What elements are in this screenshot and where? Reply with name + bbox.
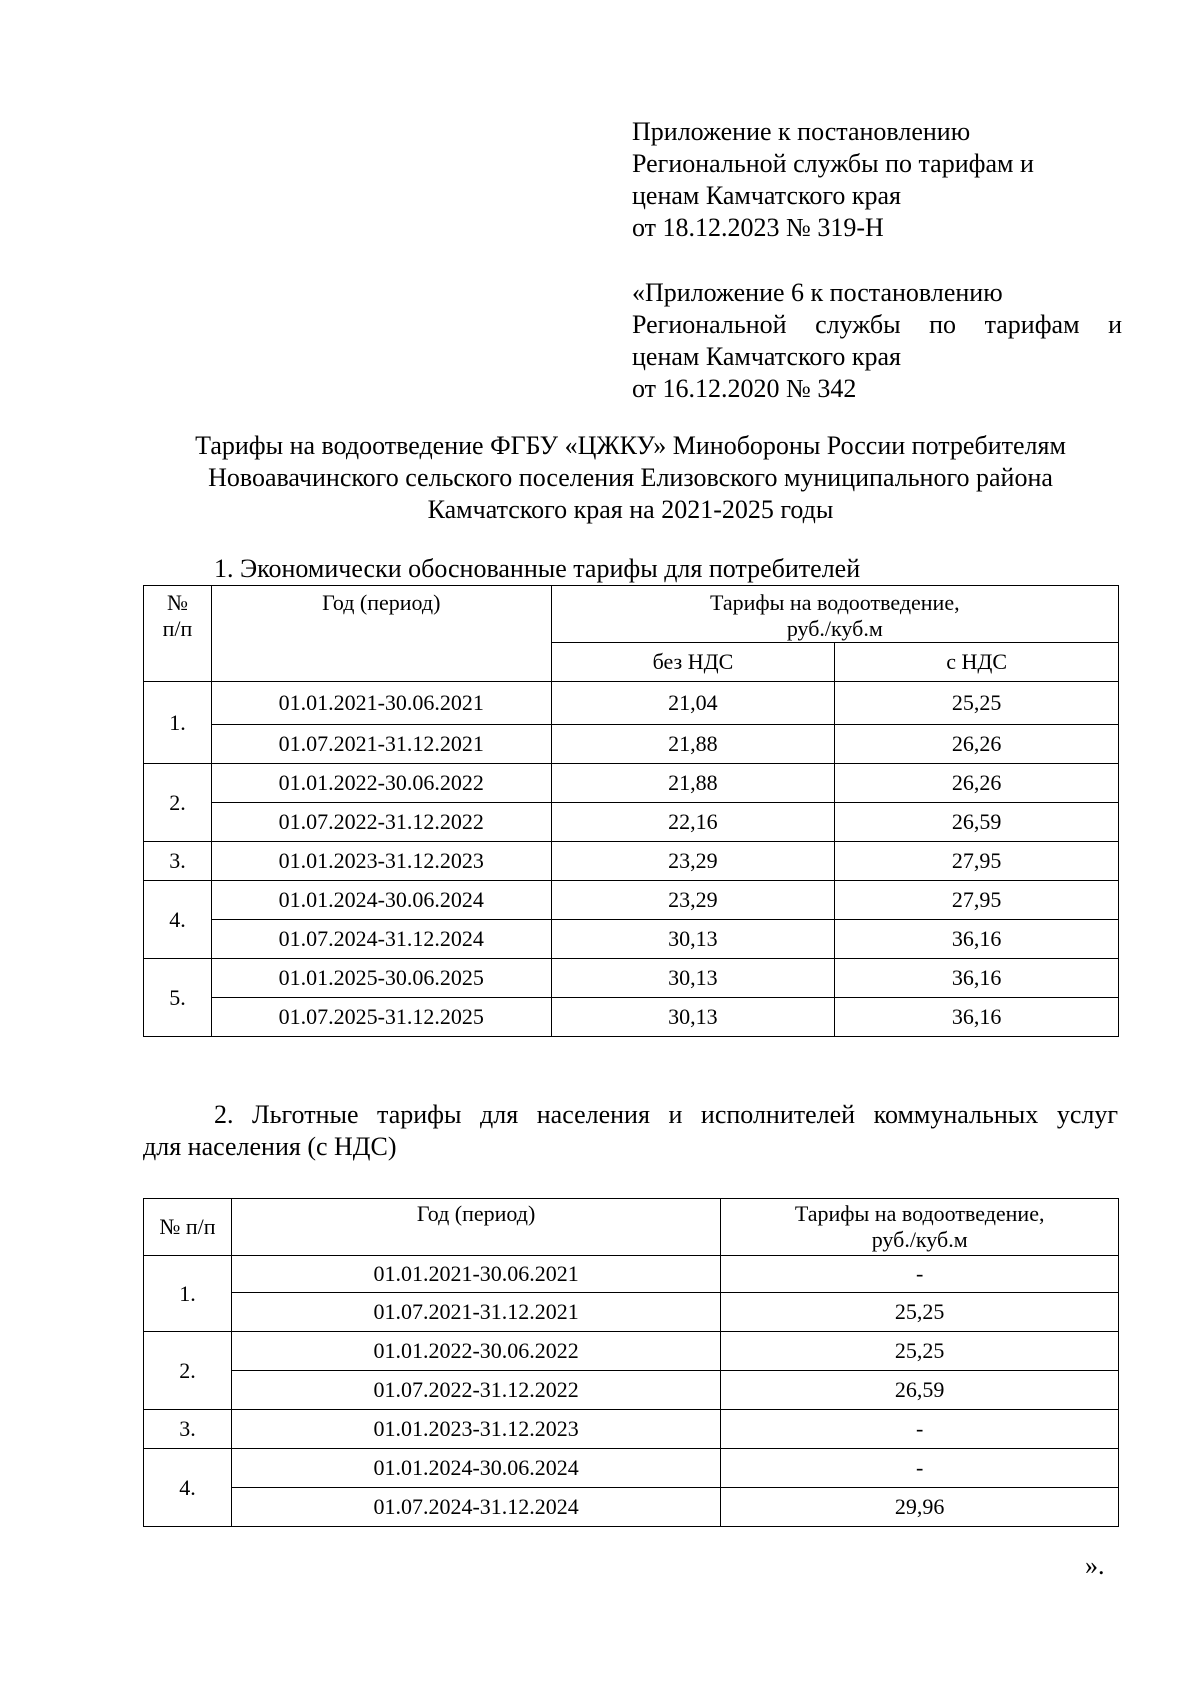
tariff-no-vat-cell: 30,13	[551, 959, 835, 998]
row-number: 1.	[144, 1256, 232, 1332]
tariff-no-vat-cell: 22,16	[551, 803, 835, 842]
appendix-original-header	[632, 277, 1122, 405]
period-cell: 01.01.2024-30.06.2024	[211, 881, 551, 920]
closing-quote: ».	[1085, 1551, 1105, 1580]
period-cell: 01.01.2023-31.12.2023	[231, 1410, 720, 1449]
table-row	[144, 998, 1119, 1037]
table-row	[144, 1371, 1119, 1410]
tariff-with-vat-cell: 36,16	[835, 959, 1119, 998]
appendix-original-line: Региональной службы по тарифам и	[632, 310, 1122, 339]
title-line: Новоавачинского сельского поселения Елизовского муниципального района	[208, 463, 1053, 492]
tariff-value-cell: -	[721, 1410, 1119, 1449]
tariff-value-cell: -	[721, 1449, 1119, 1488]
tariff-no-vat-cell: 23,29	[551, 842, 835, 881]
appendix-original-line: ценам Камчатского края	[632, 342, 901, 371]
period-cell: 01.07.2021-31.12.2021	[211, 725, 551, 764]
period-cell: 01.01.2022-30.06.2022	[231, 1332, 720, 1371]
tariff-no-vat-cell: 23,29	[551, 881, 835, 920]
tariff-no-vat-cell: 30,13	[551, 998, 835, 1037]
header-num: № п/п	[144, 586, 212, 682]
period-cell: 01.01.2025-30.06.2025	[211, 959, 551, 998]
table-row	[144, 1449, 1119, 1488]
header-tariff: Тарифы на водоотведение, руб./куб.м	[721, 1199, 1119, 1256]
tariff-no-vat-cell: 21,04	[551, 682, 835, 725]
period-cell: 01.07.2024-31.12.2024	[211, 920, 551, 959]
header-tariff: Тарифы на водоотведение, руб./куб.м	[551, 586, 1118, 643]
document-title	[143, 430, 1118, 526]
table-row	[144, 842, 1119, 881]
table-row	[144, 1410, 1119, 1449]
appendix-current-line: Приложение к постановлению	[632, 117, 971, 146]
tariff-with-vat-cell: 36,16	[835, 920, 1119, 959]
row-number: 3.	[144, 1410, 232, 1449]
tariff-value-cell: 25,25	[721, 1293, 1119, 1332]
title-line: Камчатского края на 2021-2025 годы	[427, 495, 834, 524]
table-row	[144, 959, 1119, 998]
table-row	[144, 682, 1119, 725]
appendix-original-line: от 16.12.2020 № 342	[632, 374, 857, 403]
appendix-current-line: от 18.12.2023 № 319-Н	[632, 213, 884, 242]
period-cell: 01.01.2022-30.06.2022	[211, 764, 551, 803]
appendix-current-header	[632, 116, 1122, 244]
table-row	[144, 1488, 1119, 1527]
row-number: 4.	[144, 1449, 232, 1527]
table-row	[144, 881, 1119, 920]
tariff-with-vat-cell: 25,25	[835, 682, 1119, 725]
table-row	[144, 764, 1119, 803]
period-cell: 01.01.2021-30.06.2021	[211, 682, 551, 725]
tariff-no-vat-cell: 30,13	[551, 920, 835, 959]
tariff-value-cell: -	[721, 1256, 1119, 1293]
title-line: Тарифы на водоотведение ФГБУ «ЦЖКУ» Минобороны России потребителям	[195, 431, 1066, 460]
tariff-with-vat-cell: 27,95	[835, 881, 1119, 920]
table-row	[144, 920, 1119, 959]
preferential-tariffs-table	[143, 1198, 1119, 1527]
row-number: 4.	[144, 881, 212, 959]
tariff-no-vat-cell: 21,88	[551, 764, 835, 803]
period-cell: 01.07.2022-31.12.2022	[211, 803, 551, 842]
table-row	[144, 1256, 1119, 1293]
header-no-vat: без НДС	[551, 643, 835, 682]
tariff-value-cell: 26,59	[721, 1371, 1119, 1410]
appendix-current-line: ценам Камчатского края	[632, 181, 901, 210]
tariff-value-cell: 29,96	[721, 1488, 1119, 1527]
period-cell: 01.01.2024-30.06.2024	[231, 1449, 720, 1488]
section2-heading-line: для населения (с НДС)	[143, 1132, 397, 1161]
section2-heading-line: 2. Льготные тарифы для населения и исполнителей коммунальных услуг	[214, 1100, 1118, 1129]
row-number: 2.	[144, 764, 212, 842]
table-row	[144, 1293, 1119, 1332]
appendix-original-line: «Приложение 6 к постановлению	[632, 278, 1003, 307]
row-number: 1.	[144, 682, 212, 764]
header-period: Год (период)	[211, 586, 551, 682]
economic-tariffs-table	[143, 585, 1119, 1037]
tariff-with-vat-cell: 36,16	[835, 998, 1119, 1037]
table-row	[144, 803, 1119, 842]
period-cell: 01.07.2022-31.12.2022	[231, 1371, 720, 1410]
tariff-with-vat-cell: 27,95	[835, 842, 1119, 881]
period-cell: 01.07.2021-31.12.2021	[231, 1293, 720, 1332]
period-cell: 01.07.2024-31.12.2024	[231, 1488, 720, 1527]
header-num: № п/п	[144, 1199, 232, 1256]
table-row	[144, 1332, 1119, 1371]
period-cell: 01.01.2023-31.12.2023	[211, 842, 551, 881]
period-cell: 01.01.2021-30.06.2021	[231, 1256, 720, 1293]
row-number: 5.	[144, 959, 212, 1037]
tariff-with-vat-cell: 26,26	[835, 764, 1119, 803]
tariff-with-vat-cell: 26,26	[835, 725, 1119, 764]
tariff-value-cell: 25,25	[721, 1332, 1119, 1371]
period-cell: 01.07.2025-31.12.2025	[211, 998, 551, 1037]
tariff-no-vat-cell: 21,88	[551, 725, 835, 764]
appendix-current-line: Региональной службы по тарифам и	[632, 149, 1034, 178]
tariff-with-vat-cell: 26,59	[835, 803, 1119, 842]
row-number: 3.	[144, 842, 212, 881]
table-row	[144, 725, 1119, 764]
section2-heading	[143, 1099, 1118, 1163]
section1-heading: 1. Экономически обоснованные тарифы для потребителей	[214, 554, 861, 583]
header-period: Год (период)	[231, 1199, 720, 1256]
row-number: 2.	[144, 1332, 232, 1410]
header-with-vat: с НДС	[835, 643, 1119, 682]
